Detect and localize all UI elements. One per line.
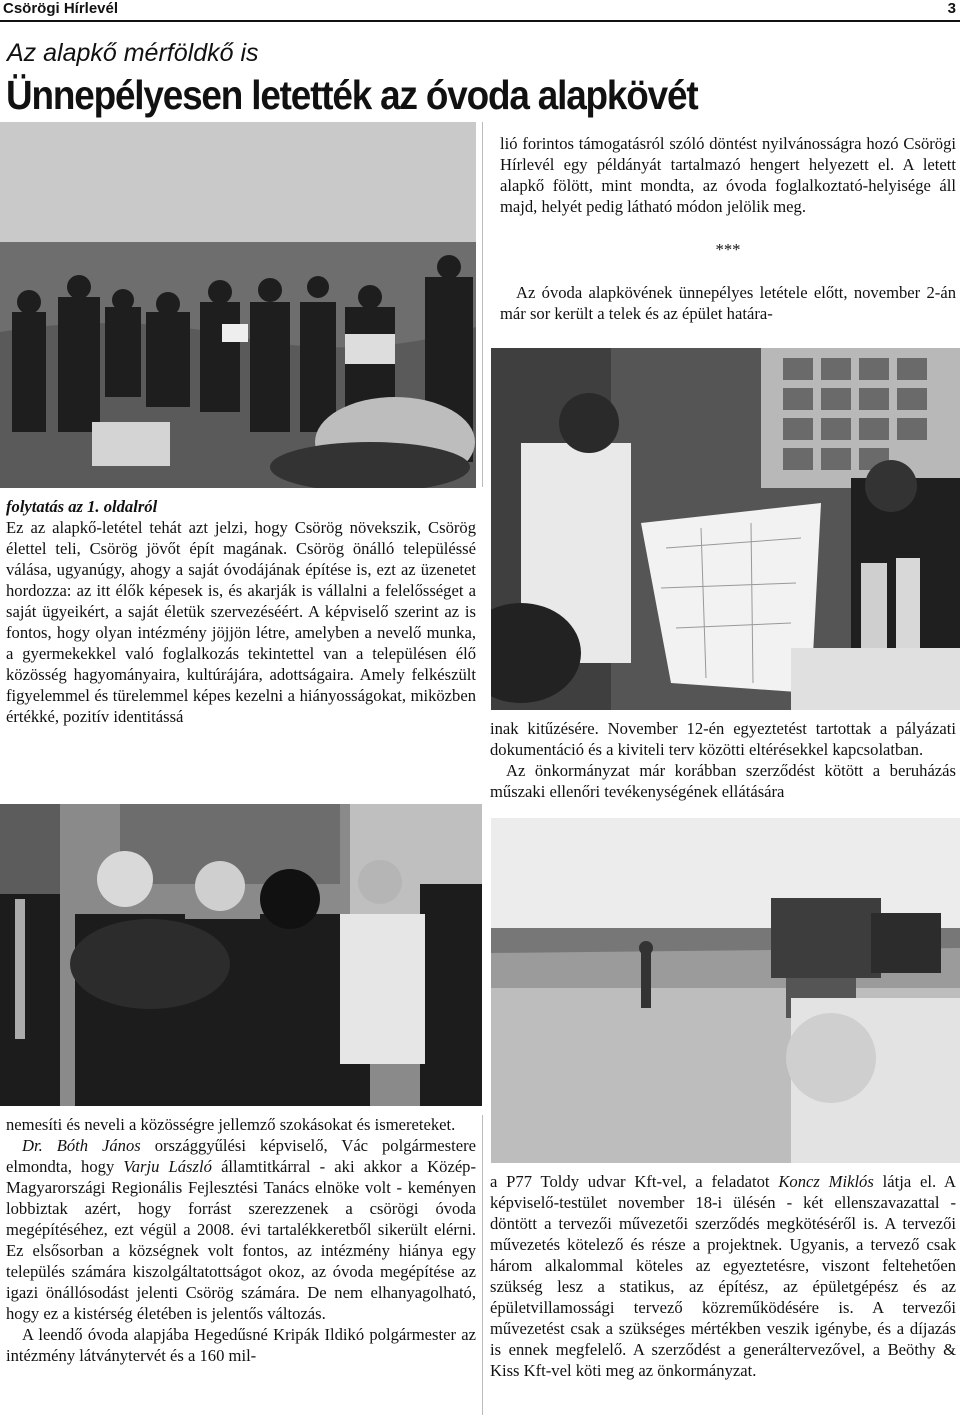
photo-meeting-plans	[491, 348, 960, 710]
header-rule	[0, 20, 960, 22]
paragraph: lió forintos támogatásról szóló döntést nyilvánosságra hozó Csörögi Hírlevél egy példányát tartalmazó hengert helyezett el. A letett alapkő fölött, mint mondta, az óvoda foglalkoztató-helyisége áll majd, helyét pedig látható módon jelölik meg.	[500, 134, 956, 216]
section-divider: ***	[715, 240, 741, 259]
photo-celebration-flowers	[0, 804, 482, 1106]
photo-surveying	[491, 818, 960, 1163]
paragraph: Dr. Bóth János országgyűlési képviselő, Vác polgármestere elmondta, hogy Varju László államtitkárral - aki akkor a Közép-Magyarországi Regionális Fejlesztési Tanács elnöke volt - keményen lobbiztak azért, hogy forrást szerezzenek a csörögi óvoda megépítéséhez, ezt végül a 2008. évi tartalékkeretből sikerült elérni. Ez elsősorban a községnek volt fontos, az intézmény hiánya egy település számára kiszolgáltatottságot okoz, az óvoda megépítése az igazi önállósodást jelenti Csörög számára. De nem elhanyagolható, hogy ez a kistérség életében is jelentős változás.	[6, 1136, 477, 1323]
text-left-bottom	[6, 1114, 476, 1366]
article-kicker: Az alapkő mérföldkő is	[7, 39, 259, 67]
text-right-middle	[490, 718, 956, 802]
paragraph: Az önkormányzat már korábban szerződést kötött a beruházás műszaki ellenőri tevékenységének ellátására	[490, 761, 956, 801]
person-name: Bóth János	[56, 1136, 141, 1155]
text-right-bottom	[490, 1171, 956, 1381]
text-left-middle	[6, 496, 476, 727]
paragraph: nemesíti és neveli a közösségre jellemző szokásokat és ismereteket.	[6, 1115, 456, 1134]
paragraph: inak kitűzésére. November 12-én egyeztetést tartottak a pályázati dokumentáció és a kiviteli terv közötti eltérésekkel kapcsolatban.	[490, 719, 956, 759]
article-headline: Ünnepélyesen letették az óvoda alapkövét	[6, 72, 698, 118]
paragraph: A leendő óvoda alapjába Hegedűsné Kripák Ildikó polgármester az intézmény látványtervét és a 160 mil-	[6, 1325, 476, 1365]
newsletter-title: Csörögi Hírlevél	[3, 0, 119, 17]
person-name: Koncz Miklós	[778, 1172, 874, 1191]
continued-note: folytatás az 1. oldalról	[6, 497, 158, 516]
paragraph: a P77 Toldy udvar Kft-vel, a feladatot Koncz Miklós látja el. A képviselő-testület november 18-i ülésén - két ellenszavazattal - döntött a tervezői művezetői szerződés megkötéséről is. A tervezői művezetés kötelező és része a projektnek. Ugyanis, a tervező csak három alkalommal köteles az egyeztetésre, viszont feltehetően szükség lesz a statikus, az építész, az épületgépész és az épületvillamossági tervező közreműködésére is. A tervezői művezetést csak a szükséges mértékben veszik igénybe, és a díjazás is ennek megfelelő. A szerződést a generáltervezővel, a Beöthy & Kiss Kft-vel köti meg az önkormányzat.	[490, 1172, 957, 1380]
column-separator-top	[482, 122, 483, 487]
paragraph: Ez az alapkő-letétel tehát azt jelzi, hogy Csörög növekszik, Csörög élettel teli, Csörög jövőt épít magának. Csörög önálló településsé válása, ugyanúgy, ahogy a saját óvodájának építése is, ezt az üzenetet hordozza: az itt élők képesek is, és akarják is vállalni a felelősséget a saját ügyeikért, a saját életük szervezéséért. A képviselő szerint az is fontos, hogy olyan intézmény jöjjön létre, amelyben a nevelő munka, a gyermekekkel való foglalkozás tekintettel van a településen élő közösség hagyományaira, kultúrájára, adottságaira. Amely felkészült figyelemmel és türelemmel képes kezelni a hiányosságokat, miközben értékké, pozitív identitássá	[6, 518, 476, 726]
column-separator-bottom	[482, 1115, 483, 1415]
page-number: 3	[947, 0, 956, 17]
photo-ceremony-outdoors	[0, 122, 476, 488]
page-header	[0, 0, 960, 20]
person-name: Varju László	[123, 1157, 212, 1176]
title-prefix: Dr.	[22, 1136, 43, 1155]
paragraph: Az óvoda alapkövének ünnepélyes letétele előtt, november 2-án már sor került a telek és az épület határa-	[500, 283, 956, 323]
text-right-top	[500, 133, 956, 324]
